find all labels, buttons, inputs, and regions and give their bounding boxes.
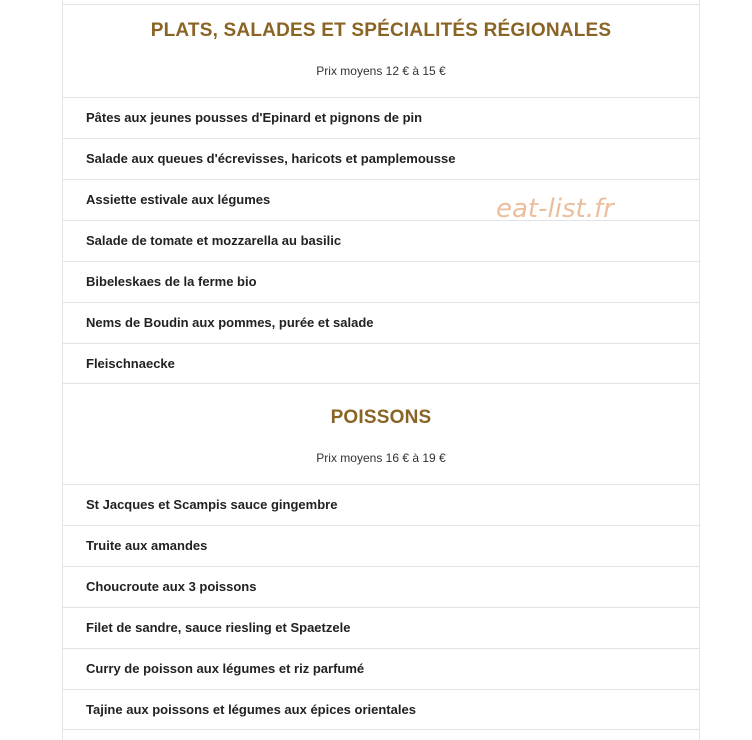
menu-item: Truite aux amandes [63, 525, 699, 566]
menu-item: St Jacques et Scampis sauce gingembre [63, 484, 699, 525]
menu-item: Assiette estivale aux légumes [63, 179, 699, 220]
menu-item: Tajine aux poissons et légumes aux épices orientales [63, 689, 699, 730]
menu-item: Choucroute aux 3 poissons [63, 566, 699, 607]
menu-item: Pâtes aux jeunes pousses d'Epinard et pignons de pin [63, 97, 699, 138]
menu-item: Filet de sandre, sauce riesling et Spaetzele [63, 607, 699, 648]
menu-item: Curry de poisson aux légumes et riz parfumé [63, 648, 699, 689]
menu-item: Salade de tomate et mozzarella au basilic [63, 220, 699, 261]
menu-item: Bibeleskaes de la ferme bio [63, 261, 699, 302]
menu-panel [62, 0, 700, 740]
menu-item: Nems de Boudin aux pommes, purée et salade [63, 302, 699, 343]
top-divider [63, 4, 699, 5]
section-title-poissons: POISSONS [330, 407, 432, 428]
menu-item: Salade aux queues d'écrevisses, haricots et pamplemousse [63, 138, 699, 179]
menu-list-plats [63, 97, 699, 384]
section-title-plats: PLATS, SALADES ET SPÉCIALITÉS RÉGIONALES [150, 20, 612, 41]
section-subtitle-plats: Prix moyens 12 € à 15 € [316, 64, 446, 78]
menu-list-poissons [63, 484, 699, 730]
watermark-logo: eat-list.fr [496, 194, 614, 224]
menu-item: Fleischnaecke [63, 343, 699, 384]
section-subtitle-poissons: Prix moyens 16 € à 19 € [316, 451, 446, 465]
